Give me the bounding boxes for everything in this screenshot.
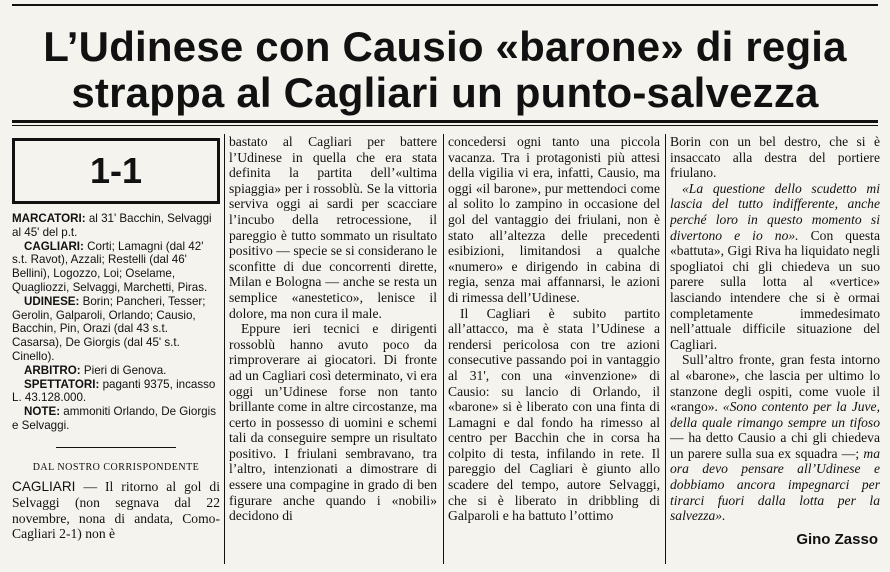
headline-rule-thin [12,125,878,126]
quote-riva: «La questione dello scudetto mi lascia del tutto indifferente, anche perché loro in questo momento si divertono e io no». [670,180,880,243]
column-4 [670,134,880,524]
body-paragraph [670,181,880,353]
body-paragraph: bastato al Cagliari per battere l’Udinese in quella che era stata definita la partita dell’«ultima spiaggia» per i rossoblù. Se la vittoria serviva oggi ai sardi per scacciare l’incubo della retrocessione, il pareggio è tutto sommato un risultato positivo — specie se si considerano le sconfitte di due concorrenti dirette, Milan e Bologna — anche se resta un semplice «anestetico», lenisce il dolore, ma non cura il male. [229,134,437,321]
column-divider [224,134,225,564]
headline-line-2: strappa al Cagliari un punto-salvezza [71,70,819,116]
fact-text: paganti 9375, incasso L. 43.128.000. [12,377,216,405]
headline-line-1: L’Udinese con Causio «barone» di regia [43,24,847,70]
section-divider [56,447,176,448]
fact-marcatori [12,212,220,240]
fact-text: Corti; Lamagni (dal 42' s.t. Ravot), Azzali; Restelli (dal 46' Bellini), Logozzo, Loi; Oselame, Quagliozzi, Selvaggi, Marchetti, Piras. [12,239,208,294]
column-1 [12,134,220,542]
fact-label: SPETTATORI: [24,377,100,391]
body-text: Sull’altro fronte, gran festa intorno al «barone», che lascia per ultimo lo stanzone degli ospiti, come vuole il «rango». [670,352,880,415]
fact-spettatori [12,378,220,406]
column-divider [443,134,444,564]
dateline-city: CAGLIARI [12,479,76,495]
fact-text: al 31' Bacchin, Selvaggi al 45' del p.t. [12,212,212,239]
column-divider [665,134,666,564]
match-facts [12,212,220,433]
lead-text: — Il ritorno al gol di Selvaggi (non segnava dal 22 novembre, nona di andata, Como-Cagliari 2-1) non è [12,479,220,542]
fact-text: Borin; Pancheri, Tesser; Gerolin, Galparoli, Orlando; Causio, Bacchin, Pin, Orazi (dal 43 s.t. Casarsa), De Giorgis (dal 45' s.t. Cinello). [12,294,206,363]
top-rule [12,4,878,6]
fact-label: UDINESE: [24,294,80,308]
column-2 [229,134,437,524]
body-paragraph: Il Cagliari è subito partito all’attacco, ma è stata l’Udinese a rendersi pericolosa con tre azioni consecutive passando poi in vantaggio al 31', con una «invenzione» di Causio: su lancio di Orlando, il «barone» si è liberato con una finta di Lamagni e dal fondo ha rimesso al centro per Bacchin che in corsa ha colpito di testa, infilando in rete. Il pareggio del Cagliari è giunto allo scadere del tempo, autore Selvaggi, che si è liberato in dribbling di Galparoli e ha battuto l’ottimo [448,305,660,524]
fact-note [12,405,220,433]
fact-cagliari [12,240,220,295]
fact-label: NOTE: [24,405,61,419]
fact-label: MARCATORI: [12,212,86,225]
fact-arbitro [12,364,220,378]
body-paragraph: concedersi ogni tanto una piccola vacanza. Tra i protagonisti più attesi della vigilia vi era, infatti, Causio, ma oggi «il barone», pur mettendoci come al solito lo zampino in occasione del gol del vantaggio dei friulani, non è stato all’altezza delle precedenti esibizioni, limitandosi a qualche «numero» e dirigendo in cabina di regia, senza mai affannarsi, le azioni di rimessa dell’Udinese. [448,134,660,305]
column-3 [448,134,660,524]
lead-paragraph [12,479,220,541]
score-box: 1-1 [12,138,220,204]
body-paragraph [670,352,880,524]
body-text: — ha detto Causio a chi gli chiedeva un parere sulla sua ex squadra —; [670,430,880,461]
fact-udinese [12,295,220,364]
correspondent-line: DAL NOSTRO CORRISPONDENTE [32,461,200,473]
fact-text: Pieri di Genova. [80,363,167,377]
body-text: Con questa «battuta», Gigi Riva ha liquidato negli spogliatoi chi gli chiedeva un suo parere sulla lotta al «vertice» lasciando intendere che si è ormai completamente immedesimato nell’attuale difficile situazione del Cagliari. [670,227,880,352]
fact-text: ammoniti Orlando, De Giorgis e Selvaggi. [12,405,217,432]
quote-causio: «Sono contento per la Juve, della quale rimango sempre un tifoso [670,399,880,430]
fact-label: CAGLIARI: [24,239,84,253]
quote-causio: ma ora devo pensare all’Udinese e dobbiamo ancora impegnarci per tirarci fuori dalla lotta per la salvezza». [670,445,880,524]
author-signature: Gino Zasso [796,531,878,548]
body-paragraph: Eppure ieri tecnici e dirigenti rossoblù hanno avuto poco da rimproverare ai giocatori. Di fronte ad un Cagliari così determinato, vi era oggi un’Udinese forse non tanto brillante come in altre circostanze, ma certo in possesso di uomini e schemi tali da conseguire sempre un risultato positivo. I friulani sembravano, tra l’altro, intenzionati a dimostrare di essere una compagine in grado di ben figurare anche quando i «nobili» decidono di [229,321,437,524]
headline [12,24,878,116]
body-paragraph: Borin con un bel destro, che si è insaccato alla destra del portiere friulano. [670,134,880,181]
headline-rule-thick [12,120,878,123]
fact-label: ARBITRO: [24,363,81,377]
